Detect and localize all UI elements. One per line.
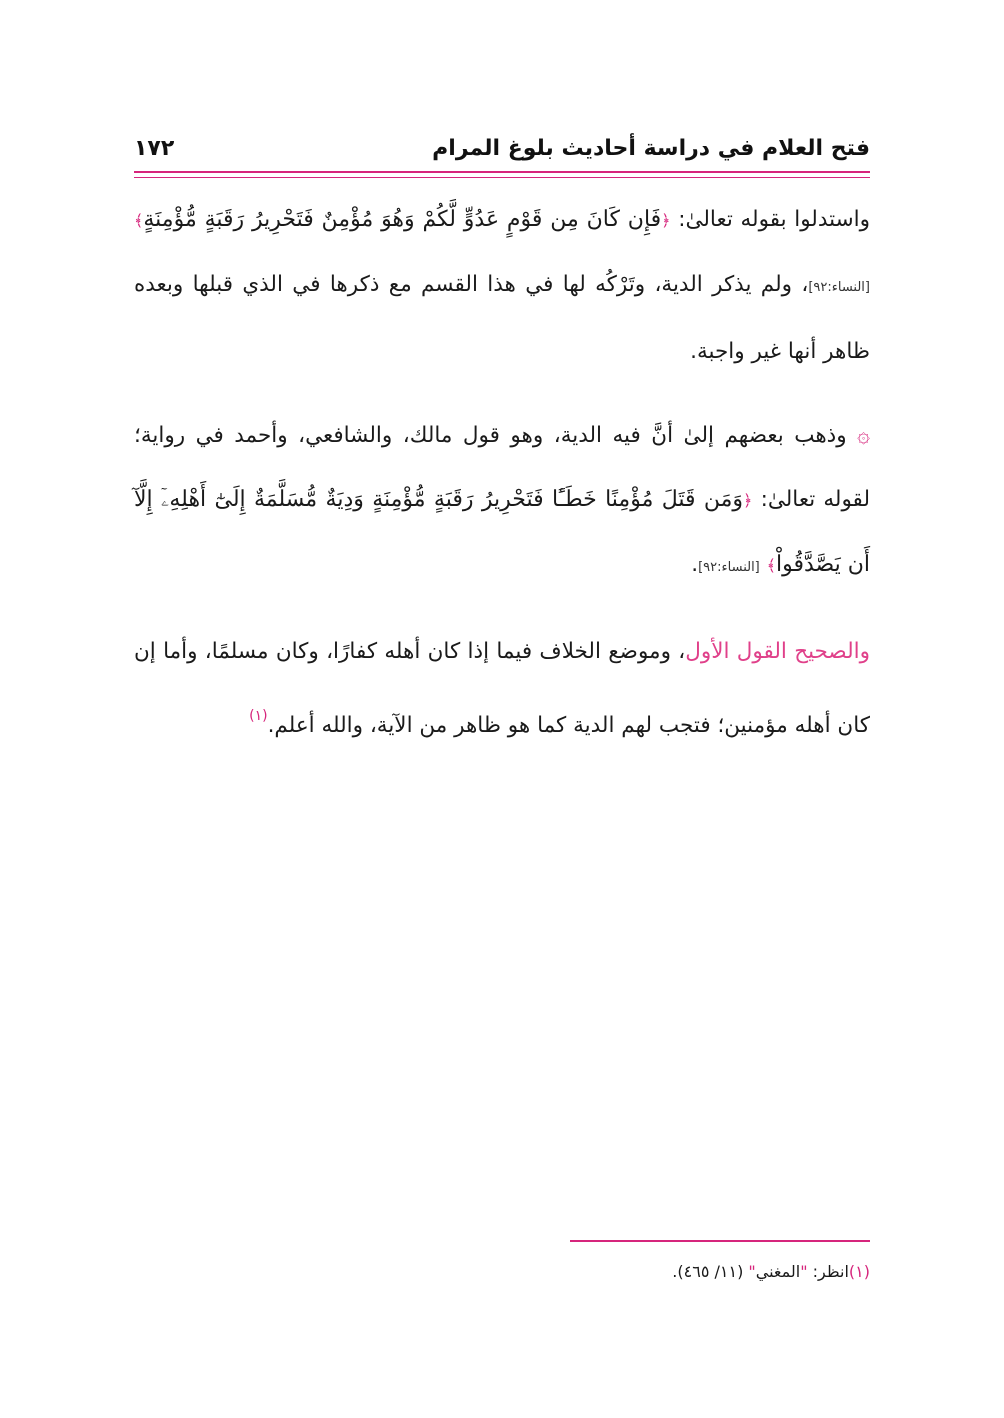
footnote-intro: انظر: xyxy=(807,1262,849,1281)
footnote-number: (١) xyxy=(848,1262,870,1281)
page-number: ١٧٢ xyxy=(134,135,175,161)
highlighted-conclusion: والصحيح القول الأول xyxy=(685,639,870,664)
header-rule-thick xyxy=(134,171,870,173)
footnote xyxy=(134,1262,870,1281)
p2-intro: وذهب بعضهم إلىٰ أنَّ فيه الدية، وهو قول مالك، والشافعي، وأحمد في رواية؛ لقوله تعالىٰ: xyxy=(134,423,870,512)
paragraph-2 xyxy=(134,404,870,600)
verse-reference-1: [النساء:٩٢] xyxy=(808,280,870,295)
p3-text: ، وموضع الخلاف فيما إذا كان أهله كفارًا، وكان مسلمًا، وأما إن كان أهله مؤمنين؛ فتجب لهم الدية كما هو ظاهر من الآية، والله أعلم. xyxy=(134,639,870,738)
quran-verse-1: فَإِن كَانَ مِن قَوْمٍ عَدُوٍّ لَّكُمْ وَهُوَ مُؤْمِنٌ فَتَحْرِيرُ رَقَبَةٍ مُّؤْمِنَةٍ xyxy=(143,207,662,232)
quote-mark-close: " xyxy=(748,1262,756,1281)
quran-brace-open: ﴿ xyxy=(661,211,671,230)
footnote-book: المغني xyxy=(755,1262,801,1281)
body-text xyxy=(134,188,870,778)
paragraph-1 xyxy=(134,188,870,384)
p2-end: . xyxy=(691,552,699,577)
p1-intro: واستدلوا بقوله تعالىٰ: xyxy=(670,207,870,232)
quran-brace-close: ﴾ xyxy=(134,211,144,230)
paragraph-3 xyxy=(134,620,870,758)
quran-verse-2: وَمَن قَتَلَ مُؤْمِنًا خَطَـًٔا فَتَحْرِيرُ رَقَبَةٍ مُّؤْمِنَةٍ وَدِيَةٌ مُّسَلَّمَةٌ إِلَىٰٓ أَهْلِهِۦٓ إِلَّآ أَن يَصَّدَّقُواْ xyxy=(134,487,870,577)
verse-reference-2: [النساء:٩٢] xyxy=(698,560,760,575)
footnote-rule xyxy=(570,1240,870,1242)
footnote-citation: (١١/ ٤٦٥). xyxy=(672,1262,749,1281)
quran-brace-open-2: ﴿ xyxy=(743,491,753,510)
book-title: فتح العلام في دراسة أحاديث بلوغ المرام xyxy=(432,135,870,161)
page-header xyxy=(134,128,870,168)
p1-rest: ، ولم يذكر الدية، وتَرْكُه لها في هذا القسم مع ذكرها في الذي قبلها وبعده ظاهر أنها غير واجبة. xyxy=(134,272,870,364)
footnote-reference[interactable]: (١) xyxy=(249,708,268,724)
quote-mark-open: " xyxy=(800,1262,808,1281)
quran-brace-close-2: ﴾ xyxy=(766,556,776,575)
header-rule-thin xyxy=(134,177,870,178)
flower-ornament-icon: ۞ xyxy=(857,423,870,448)
